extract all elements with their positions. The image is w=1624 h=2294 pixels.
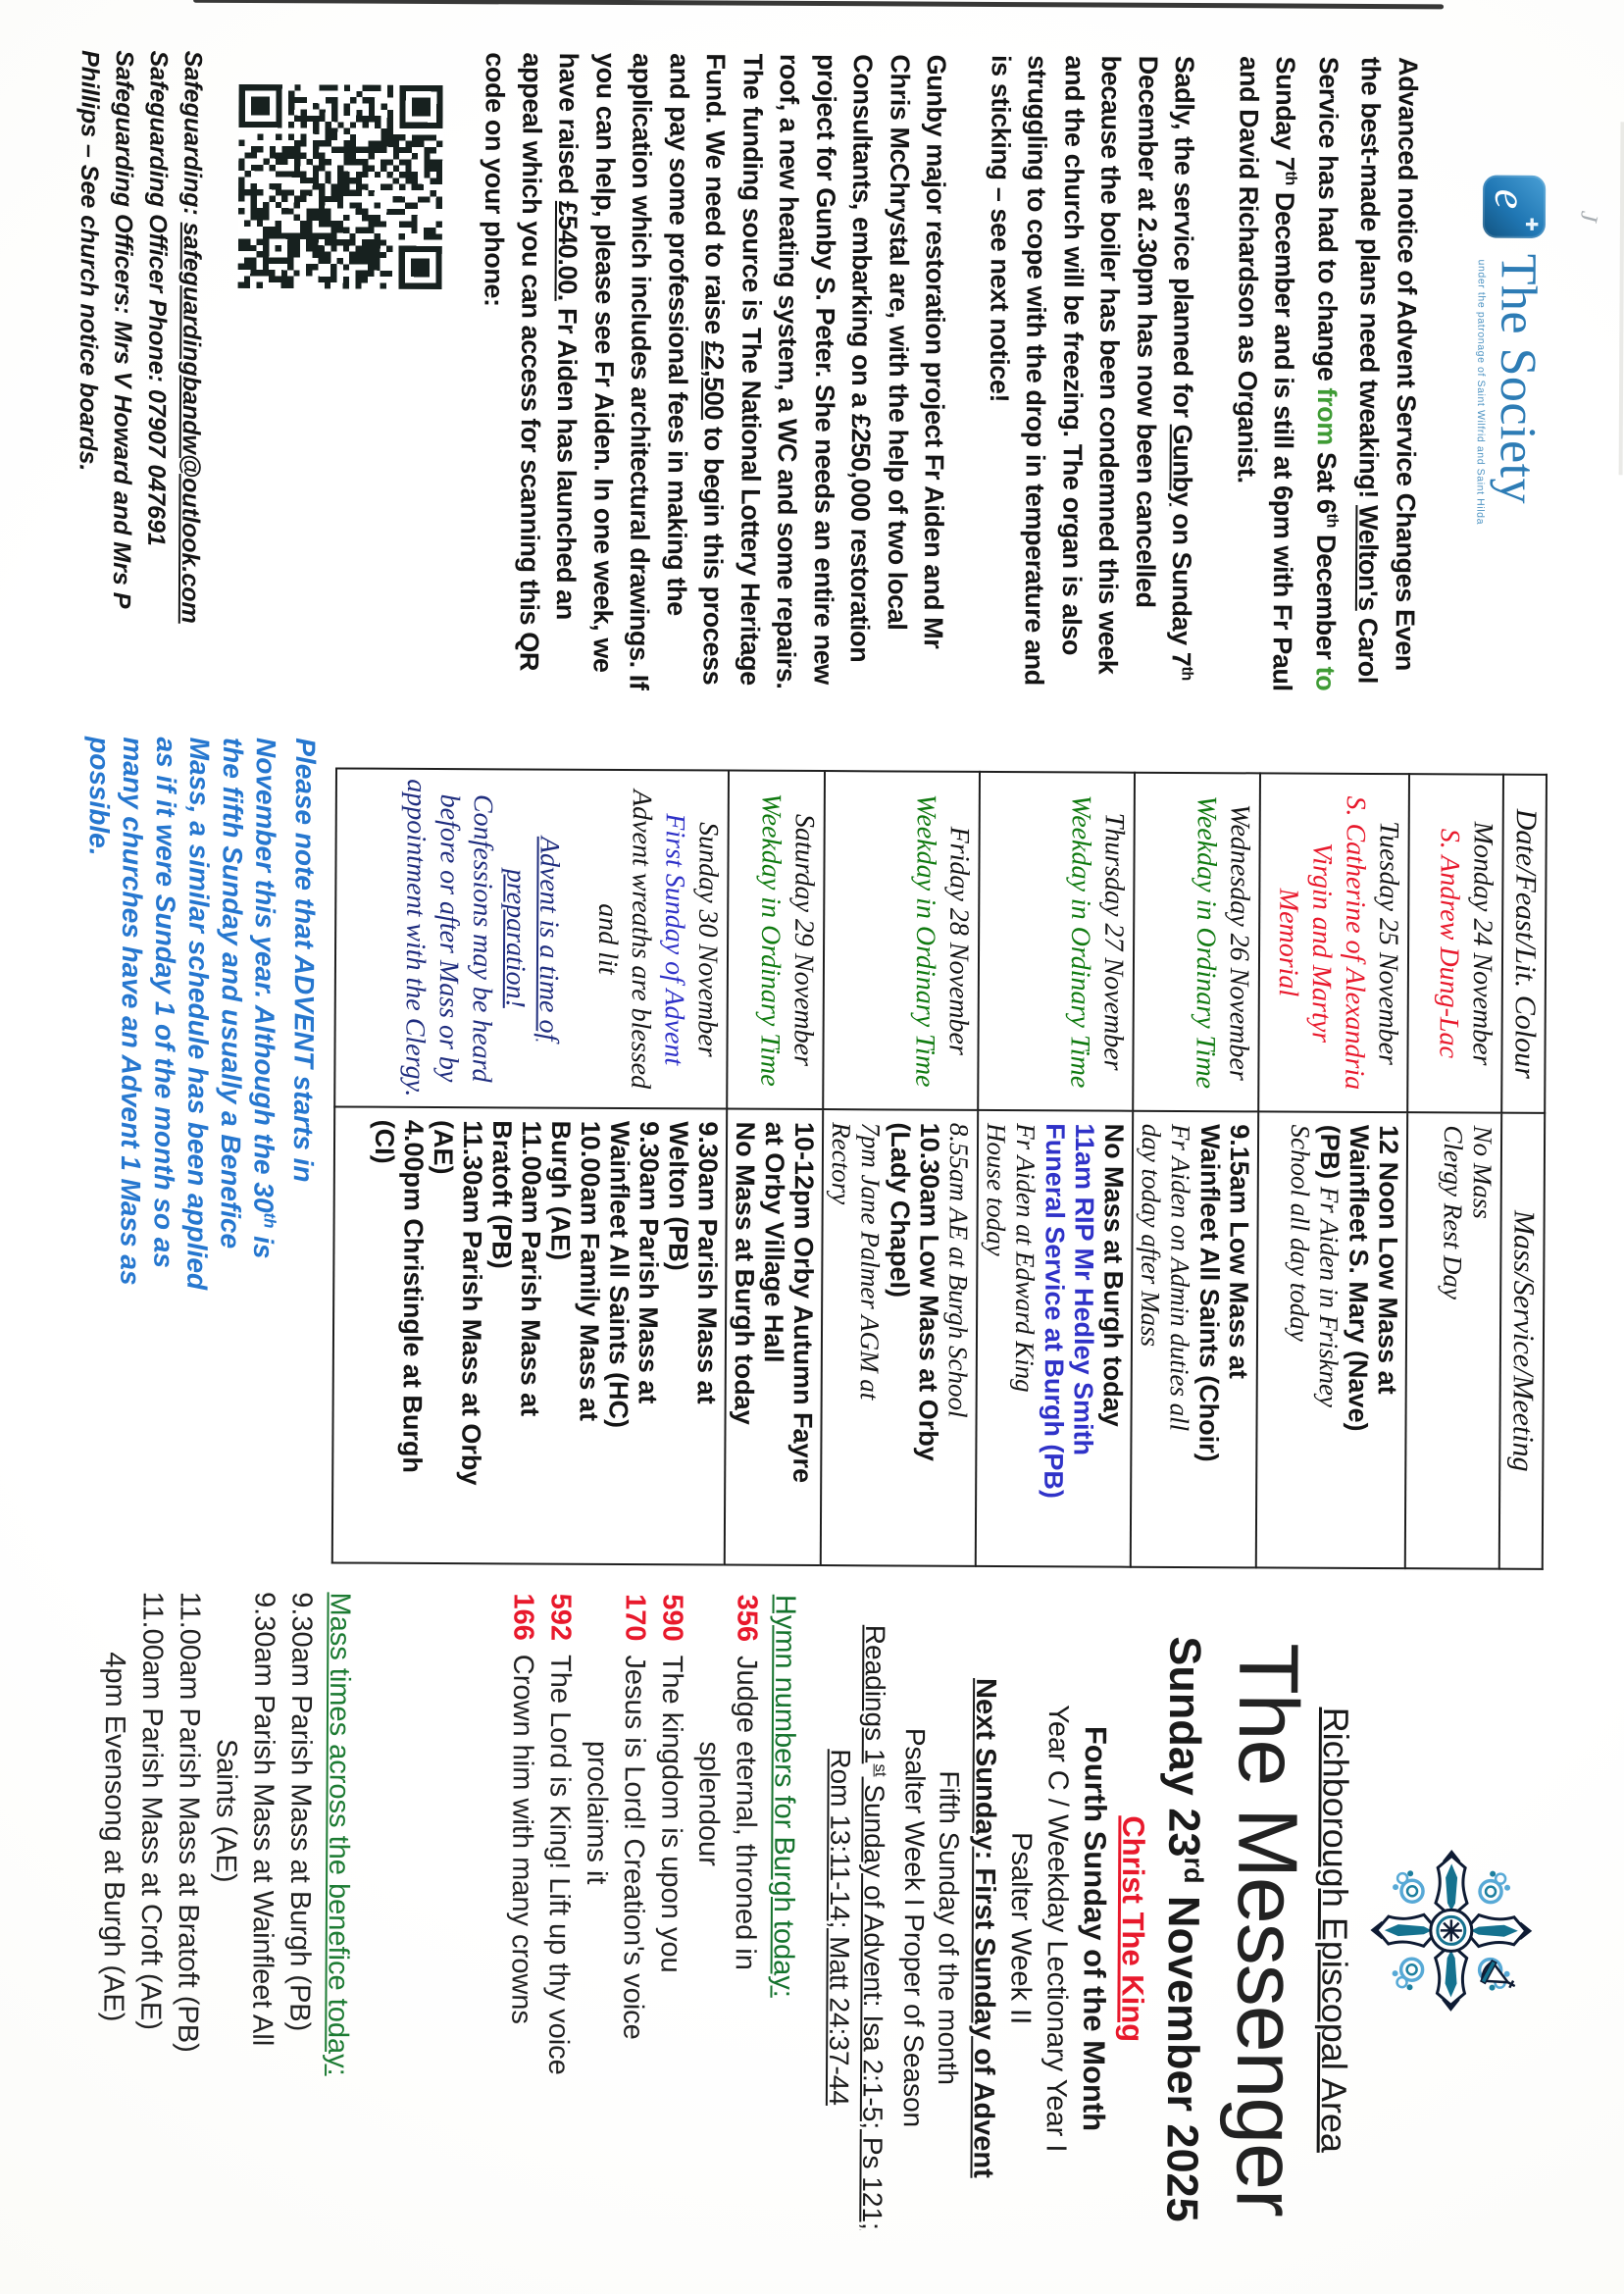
text-segment: Advanced notice of Advent Service Changes Even the best-made plans need tweaking! bbox=[1353, 56, 1423, 672]
hymn-title: The kingdom is upon you bbox=[654, 1655, 687, 1973]
date-feast-cell bbox=[727, 771, 825, 1110]
cell-line bbox=[1313, 1125, 1345, 1561]
text-segment: Carol Service has had to change bbox=[1312, 56, 1384, 685]
cell-line: Burgh (AE) bbox=[545, 1120, 577, 1261]
scan-streak-artifact bbox=[1619, 122, 1624, 475]
text-segment: Welton's bbox=[1353, 504, 1384, 611]
notice-gunby-restoration-project bbox=[473, 52, 954, 707]
cell-line: 7pm Jane Palmer AGM at bbox=[854, 1122, 887, 1401]
service-schedule-table bbox=[331, 767, 1548, 1569]
masthead-area-name: Richborough Episcopal Area bbox=[1313, 1707, 1357, 2154]
cell-line: 9.15am Low Mass at bbox=[1223, 1124, 1255, 1379]
text-segment: Please note that ADVENT starts in November this year. Although the 30 bbox=[248, 737, 322, 1213]
hymn-item bbox=[501, 1593, 542, 2271]
mass-service-cell bbox=[332, 1106, 727, 1564]
newsletter-title: The Messenger bbox=[1218, 1642, 1316, 2217]
cell-line: Wainfleet All Saints (HC) bbox=[603, 1120, 635, 1429]
notice-gunby-service-cancelled bbox=[979, 55, 1208, 708]
text-segment: December at 2.30pm has now been cancelled because the boiler has been condemned this week and the church will be freezing. The organ is also struggling to cope with the drop in temperature and is sticking – see next notice! bbox=[984, 54, 1163, 686]
issue-date bbox=[1155, 1583, 1222, 2275]
text-segment: November 2025 bbox=[1157, 1883, 1210, 2222]
mass-time-item: 4pm Evensong at Burgh (AE) bbox=[96, 1652, 130, 2022]
hymn-numbers-heading: Hymn numbers for Burgh today: bbox=[767, 1594, 801, 1998]
cell-line: 10-12pm Orby Autumn Fayre bbox=[787, 1121, 820, 1484]
mass-times-heading: Mass times across the benefice today: bbox=[321, 1592, 356, 2076]
table-header-row bbox=[1499, 775, 1547, 1569]
cell-line: Weekday in Ordinary Time bbox=[1190, 795, 1222, 1090]
cell-line: 8.55am AE at Burgh School bbox=[942, 1122, 975, 1418]
cell-line: Fourth Sunday of the Month bbox=[1076, 1725, 1113, 2132]
hymn-item bbox=[613, 1594, 654, 2272]
scan-edge-artifact bbox=[193, 0, 1444, 9]
cell-line: Psalter Week I Proper of Season bbox=[897, 1727, 931, 2128]
cell-line: (AE) bbox=[428, 1119, 459, 1175]
cell-line: School all day today bbox=[1284, 1124, 1316, 1342]
hymn-number: 170 bbox=[619, 1593, 651, 1642]
safeguarding-info bbox=[70, 50, 210, 639]
mass-service-cell bbox=[1256, 1111, 1407, 1568]
table-row bbox=[976, 772, 1135, 1567]
cell-line: 9.30am Parish Mass at bbox=[633, 1121, 665, 1404]
advent-schedule-note bbox=[79, 737, 322, 1292]
cell-line: Weekday in Ordinary Time bbox=[1064, 794, 1096, 1089]
table-row bbox=[332, 768, 729, 1564]
text-segment: th bbox=[260, 1212, 279, 1229]
cell-line: Wednesday 26 November bbox=[1223, 803, 1255, 1081]
cell-line: Wainfleet All Saints (Choir) bbox=[1193, 1124, 1226, 1462]
date-feast-cell bbox=[1407, 774, 1503, 1112]
cell-line: 10.30am Low Mass at Orby bbox=[913, 1122, 945, 1461]
cell-line: Thursday 27 November bbox=[1097, 812, 1130, 1071]
notice-advent-service-changes bbox=[1227, 56, 1426, 709]
mass-times-list bbox=[93, 1591, 321, 2270]
cell-line: S. Andrew Dung-Lac bbox=[1433, 828, 1465, 1059]
mass-time-item: 9.30am Parish Mass at Wainfleet All bbox=[245, 1591, 280, 2047]
cell-line: Clergy Rest Day bbox=[1438, 1125, 1469, 1300]
hymn-list bbox=[501, 1593, 766, 2272]
mass-service-cell bbox=[1405, 1112, 1501, 1568]
table-row bbox=[1256, 773, 1409, 1568]
mass-service-cell bbox=[821, 1109, 978, 1566]
cell-line: 11am RIP Mr Hedley Smith bbox=[1068, 1123, 1100, 1456]
hymn-title: Judge eternal, throned in bbox=[729, 1655, 762, 1970]
cell-line: day today after Mass bbox=[1135, 1123, 1167, 1348]
text-segment: th bbox=[1178, 666, 1197, 681]
cell-line: Advent is a time of bbox=[533, 836, 565, 1042]
text-segment: Fr Aiden and Mr Chris McChrystal are, with the help of two local Consultants, embarking on a £250,000 restoration project for Gunby S. Peter. She needs an entire new roof, a new heating system, a WC and some repairs. The funding source is The National Lottery Heritage Fund. We need to raise bbox=[699, 53, 950, 689]
hymn-item bbox=[538, 1594, 580, 2272]
hymn-number: 590 bbox=[656, 1594, 688, 1642]
cell-line: No Mass at Burgh today bbox=[729, 1121, 761, 1425]
cell-line: Weekday in Ordinary Time bbox=[909, 793, 941, 1088]
society-logo bbox=[1458, 175, 1546, 709]
cell-line bbox=[564, 777, 591, 1101]
cell-line: Rectory bbox=[826, 1122, 857, 1205]
cell-line: preparation! bbox=[499, 868, 532, 1009]
cell-line: No Mass bbox=[1467, 1125, 1498, 1219]
text-segment: rd bbox=[1179, 1857, 1209, 1884]
text-segment: December bbox=[1310, 527, 1342, 667]
mass-service-cell bbox=[976, 1110, 1133, 1567]
masthead-column bbox=[93, 1577, 1536, 2277]
cell-line: 4.00pm Christingle at Burgh bbox=[397, 1119, 430, 1474]
column-header-mass-service: Mass/Service/Meeting bbox=[1499, 1113, 1545, 1569]
left-column bbox=[69, 50, 1546, 710]
text-segment: Sunday of Advent: Isa 2:1-5; Ps 121; bbox=[856, 1776, 890, 2230]
cell-line: No Mass at Burgh today bbox=[1097, 1123, 1130, 1427]
cell-line: (Lady Chapel) bbox=[885, 1122, 916, 1299]
date-feast-cell bbox=[823, 771, 980, 1110]
cell-line: Weekday in Ordinary Time bbox=[754, 792, 787, 1087]
table-row bbox=[1405, 774, 1503, 1568]
mass-time-item: 9.30am Parish Mass at Burgh (PB) bbox=[282, 1592, 318, 2032]
cell-line: 11.00am Parish Mass at bbox=[515, 1120, 547, 1417]
text-segment: £2,500 bbox=[699, 340, 730, 421]
cell-line: and lit bbox=[591, 903, 624, 975]
mass-time-item: 11.00am Parish Mass at Croft (AE) bbox=[133, 1591, 169, 2031]
cell-line: Next Sunday: First Sunday of Advent bbox=[967, 1677, 1002, 2178]
hymn-title: The Lord is King! Lift up thy voice bbox=[541, 1654, 576, 2075]
text-segment: Sadly, the service planned for bbox=[1168, 55, 1200, 425]
society-logo-icon bbox=[1483, 176, 1546, 238]
society-cross-icon: ✚ bbox=[1521, 217, 1541, 231]
date-feast-cell bbox=[1133, 773, 1260, 1112]
cell-line: (CI) bbox=[369, 1119, 400, 1164]
cell-line: S. Catherine of Alexandria bbox=[1339, 795, 1371, 1091]
cell-line: Virgin and Martyr bbox=[1305, 842, 1338, 1044]
schedule-body bbox=[332, 768, 1503, 1568]
hymn-number: 356 bbox=[731, 1594, 763, 1643]
text-segment: st bbox=[871, 1763, 890, 1777]
mass-service-cell bbox=[725, 1109, 823, 1566]
society-tagline: under the patronage of Saint Wilfrid and Saint Hilda bbox=[1474, 259, 1488, 526]
cell-line: Welton (PB) bbox=[663, 1121, 694, 1271]
hymn-numbers-section bbox=[501, 1579, 805, 2273]
diocesan-crest-icon bbox=[1368, 1848, 1534, 2014]
hymn-title-continuation: proclaims it bbox=[580, 1740, 613, 1885]
text-segment: Gunby major restoration project bbox=[920, 54, 952, 447]
table-row bbox=[725, 771, 825, 1566]
date-feast-cell bbox=[1258, 773, 1409, 1112]
cell-line: 9.30am Parish Mass at bbox=[691, 1121, 724, 1404]
text-segment: on Sunday 7 bbox=[1167, 506, 1197, 667]
cell-line: before or after Mass or by bbox=[432, 793, 465, 1083]
text-segment: to bbox=[1310, 666, 1341, 691]
cell-line: 10.00am Family Mass at bbox=[574, 1120, 606, 1422]
text-segment: Readings 1 bbox=[859, 1624, 891, 1764]
cell-line: Memorial bbox=[1272, 888, 1304, 997]
text-segment: Safeguarding: bbox=[178, 50, 207, 223]
liturgical-info-lines bbox=[821, 1581, 1116, 2275]
hymn-item bbox=[650, 1594, 691, 2272]
hymn-number: 166 bbox=[507, 1593, 539, 1641]
cell-line: First Sunday of Advent bbox=[658, 813, 690, 1066]
text-segment: th bbox=[1323, 513, 1342, 529]
cell-line: Tuesday 25 November bbox=[1372, 821, 1404, 1066]
text-segment: Fr Aiden in Friskney bbox=[1313, 1186, 1345, 1408]
cell-line: Sunday 30 November bbox=[691, 822, 724, 1057]
table-row bbox=[821, 771, 980, 1566]
hymn-item bbox=[725, 1595, 766, 2273]
text-segment: safeguardingbandw@outlook.com bbox=[176, 222, 206, 624]
cell-line: appointment with the Clergy. bbox=[399, 779, 431, 1097]
hymn-title: Crown him with many crowns bbox=[504, 1654, 538, 2025]
hymn-number: 592 bbox=[544, 1593, 577, 1642]
cell-line: Year C / Weekday Lectionary Year I bbox=[1040, 1705, 1075, 2153]
cell-line: 11.30am Parish Mass at Orby bbox=[456, 1120, 488, 1486]
hymn-title: Jesus is Lord! Creation's voice bbox=[616, 1655, 650, 2040]
text-segment: £540.00. bbox=[553, 200, 584, 301]
text-segment: Sunday 7 bbox=[1270, 56, 1301, 172]
cell-line: Funeral Service at Burgh (PB) bbox=[1039, 1123, 1071, 1499]
pen-mark-artifact: J bbox=[1574, 208, 1604, 226]
cell-line: Bratoft (PB) bbox=[486, 1120, 518, 1269]
column-header-date-feast: Date/Feast/Lit. Colour bbox=[1501, 775, 1547, 1113]
cell-line: Wainfleet S. Mary (Nave) bbox=[1343, 1124, 1375, 1432]
text-segment: Fr Aiden has launched an appeal which you can access for scanning this QR code on your phone: bbox=[479, 52, 584, 672]
cell-line: House today bbox=[981, 1122, 1012, 1256]
date-feast-cell bbox=[978, 772, 1135, 1111]
cell-line: Advent wreaths are blessed bbox=[625, 789, 657, 1090]
cell-line bbox=[855, 1581, 899, 2273]
date-feast-cell bbox=[334, 768, 729, 1108]
table-row bbox=[1131, 773, 1260, 1568]
text-segment: to begin this process and pay some professional fees in making the application which includes architectural drawings. If you can help, please see Fr Aiden. In one week, we have raised bbox=[553, 52, 730, 690]
text-segment: is the fifth Sunday and usually a Benefice Mass, a similar schedule has been applied as if it were Sunday 1 of the month so as many churches have an Advent 1 Mass as possible. bbox=[83, 737, 279, 1291]
cell-line: Fr Aiden on Admin duties all bbox=[1164, 1123, 1196, 1432]
cell-line bbox=[173, 51, 210, 639]
cell-line: Friday 28 November bbox=[942, 826, 975, 1056]
mass-time-item: 11.00am Parish Mass at Bratoft (PB) bbox=[171, 1591, 206, 2053]
text-segment: th bbox=[1282, 171, 1300, 185]
cell-line: Psalter Week II bbox=[1004, 1831, 1038, 2025]
mass-times-section bbox=[93, 1577, 360, 2270]
cell-line: Fr Aiden at Edward King bbox=[1009, 1123, 1041, 1393]
text-segment: Sunday 23 bbox=[1159, 1636, 1211, 1858]
mass-time-item: Saints (AE) bbox=[209, 1738, 242, 1883]
text-segment: (PB) bbox=[1314, 1124, 1345, 1187]
qr-code bbox=[238, 84, 443, 289]
cell-line: Saturday 29 November bbox=[787, 813, 820, 1067]
cell-line: Fifth Sunday of the month bbox=[932, 1770, 965, 2086]
text-segment: from bbox=[1311, 387, 1343, 445]
cell-line: Safeguarding Officers: Mrs V Howard and Mrs P Phillips – See church notice boards. bbox=[74, 50, 138, 608]
cell-line: Monday 24 November bbox=[1466, 821, 1498, 1066]
society-logo-text bbox=[1473, 254, 1545, 526]
feast-of-the-day: Christ The King bbox=[1115, 1815, 1151, 2043]
cell-line: 12 Noon Low Mass at bbox=[1372, 1125, 1404, 1395]
cell-line: at Orby Village Hall bbox=[758, 1121, 790, 1363]
society-name: The Society bbox=[1489, 253, 1547, 505]
text-segment: Gunby bbox=[1167, 424, 1198, 507]
text-segment: December and is still at 6pm with Fr Paul and David Richardson as Organist. bbox=[1232, 56, 1300, 691]
text-segment: Sat 6 bbox=[1311, 444, 1342, 514]
cell-line: Rom 13:11-14; Matt 24:37-44 bbox=[823, 1749, 856, 2107]
mass-service-cell bbox=[1131, 1111, 1258, 1568]
society-e-glyph-icon: e bbox=[1486, 188, 1537, 210]
hymn-title-continuation: splendour bbox=[691, 1741, 725, 1866]
cell-line: Safeguarding Officer Phone: 07907 047691 bbox=[142, 50, 173, 546]
cell-line: Confessions may be heard bbox=[466, 793, 498, 1083]
